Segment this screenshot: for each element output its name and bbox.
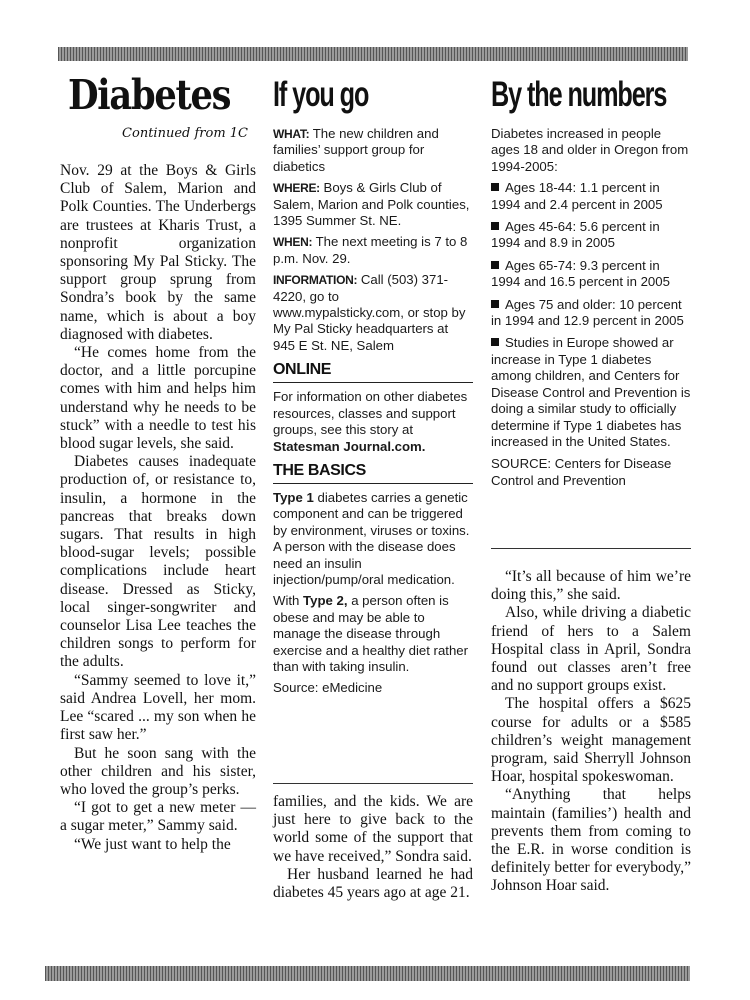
- basics-section: [273, 490, 473, 697]
- article-paragraph: families, and the kids. We are just here to give back to the world some of the support that we have received,” Sondra said.: [273, 793, 473, 865]
- type2-paragraph: [273, 593, 473, 675]
- online-heading: ONLINE: [273, 359, 473, 383]
- when-item: [273, 234, 473, 267]
- continued-from-line: Continued from 1C: [122, 126, 248, 141]
- article-body-col1: [60, 162, 256, 854]
- information-label: INFORMATION:: [273, 273, 358, 288]
- basics-source: Source: eMedicine: [273, 680, 383, 696]
- stats-list-item: [491, 180, 691, 213]
- bottom-rule-bar: [45, 966, 690, 981]
- article-paragraph: But he soon sang with the other children and his sister, who loved the group’s perks.: [60, 744, 256, 798]
- article-paragraph: “We just want to help the: [74, 835, 231, 853]
- online-text: For information on other diabetes resources, classes and support groups, see this story at: [273, 389, 468, 438]
- what-item: [273, 126, 473, 175]
- stats-list-item: [491, 335, 691, 450]
- stats-list-item: [491, 297, 691, 330]
- online-site-link[interactable]: Statesman Journal.com.: [273, 438, 426, 454]
- article-body-col2: [273, 793, 473, 902]
- stats-item-text: Studies in Europe showed ar increase in Type 1 diabetes among children, and Centers for Disease Control and Prevention is doing a similar study to officially determine if Type 1 diabetes has increased in the United States.: [491, 335, 691, 449]
- square-bullet-icon: [491, 222, 499, 230]
- stats-item-text: Ages 18-44: 1.1 percent in 1994 and 2.4 percent in 2005: [491, 180, 663, 212]
- stats-list-item: [491, 219, 691, 252]
- event-details: [273, 126, 473, 354]
- information-item: [273, 272, 473, 354]
- top-rule-bar: [58, 47, 688, 61]
- article-paragraph: Also, while driving a diabetic friend of hers to a Salem Hospital class in April, Sondra found out classes aren’t free and no support groups exist.: [491, 604, 691, 695]
- information-text: Call (503) 371-4220, go to www.mypalsticky.com, or stop by My Pal Sticky headquarters at 945 E St. NE, Salem: [273, 272, 466, 353]
- type1-paragraph: [273, 490, 473, 588]
- what-label: WHAT:: [273, 127, 310, 141]
- article-paragraph: “I got to get a new meter — a sugar meter,” Sammy said.: [60, 799, 256, 835]
- article-paragraph: Nov. 29 at the Boys & Girls Club of Salem, Marion and Polk Counties. The Underbergs are trustees at Kharis Trust, a nonprofit organization sponsoring My Pal Sticky. The support group sprung from Sondra’s book by the same name, which is about a boy diagnosed with diabetes.: [60, 162, 256, 343]
- if-you-go-box: [273, 70, 473, 702]
- article-paragraph: “It’s all because of him we’re doing this,” she said.: [491, 568, 691, 604]
- stats-item-text: Ages 75 and older: 10 percent in 1994 and 12.9 percent in 2005: [491, 296, 684, 329]
- stats-list-item: [491, 258, 691, 291]
- article-paragraph: Diabetes causes inadequate production of, or resistance to, insulin, a hormone in the pancreas that breaks down sugars. That results in high blood-sugar levels; possible complications include heart disease. Dressed as Sticky, local singer-songwriter and counselor Lisa Lee teaches the children songs to perform for the adults.: [60, 453, 256, 671]
- type2-label: Type 2,: [303, 593, 348, 609]
- where-text: Boys & Girls Club of Salem, Marion and Polk counties, 1395 Summer St. NE.: [273, 180, 470, 229]
- stats-source: SOURCE: Centers for Disease Control and Prevention: [491, 456, 672, 488]
- square-bullet-icon: [491, 183, 499, 191]
- type1-text: diabetes carries a genetic component and can be triggered by environment, viruses or toxins. A person with the disease does need an insulin injection/pump/oral medication.: [273, 489, 470, 587]
- stats-list: [491, 180, 691, 450]
- type2-text: a person often is obese and may be able to manage the disease through exercise and a healthy diet rather than with taking insulin.: [273, 593, 468, 674]
- by-the-numbers-heading: By the numbers: [491, 75, 667, 114]
- by-the-numbers-bottom-rule: [491, 548, 691, 549]
- online-section: [273, 389, 473, 455]
- article-paragraph: “Anything that helps maintain (families’) health and prevents them from coming to the E.R. in worse condition is definitely better for everybody,” Johnson Hoar said.: [491, 786, 691, 895]
- type1-label: Type 1: [273, 489, 314, 505]
- what-text: The new children and families’ support group for diabetics: [273, 126, 439, 174]
- square-bullet-icon: [491, 261, 499, 269]
- if-you-go-bottom-rule: [273, 783, 473, 784]
- article-headline: Diabetes: [68, 71, 231, 119]
- when-label: WHEN:: [273, 235, 313, 250]
- stats-item-text: Ages 65-74: 9.3 percent in 1994 and 16.5 percent in 2005: [491, 257, 670, 290]
- article-paragraph: The hospital offers a $625 course for adults or a $585 children’s weight management program, said Sherryll Johnson Hoar, hospital spokeswoman.: [491, 695, 691, 786]
- article-body-col3: [491, 568, 691, 896]
- when-text: The next meeting is 7 to 8 p.m. Nov. 29.: [273, 234, 468, 266]
- stats-section: [491, 126, 691, 489]
- where-item: [273, 180, 473, 229]
- square-bullet-icon: [491, 338, 499, 346]
- article-paragraph: “Sammy seemed to love it,” said Andrea Lovell, her mom. Lee “scared ... my son when he first saw her.”: [60, 671, 256, 744]
- article-paragraph: Her husband learned he had diabetes 45 years ago at age 21.: [273, 865, 473, 902]
- if-you-go-heading: If you go: [273, 75, 369, 114]
- stats-intro: Diabetes increased in people ages 18 and older in Oregon from 1994-2005:: [491, 126, 689, 174]
- online-paragraph: [273, 389, 473, 455]
- by-the-numbers-box: [491, 70, 691, 494]
- article-column-1: [60, 70, 256, 854]
- article-paragraph: “He comes home from the doctor, and a little porcupine comes with him and helps him understand why he needs to be stuck” with a needle to test his blood sugar levels, she said.: [60, 344, 256, 453]
- basics-heading: THE BASICS: [273, 460, 473, 484]
- type2-prefix: With: [273, 593, 300, 609]
- where-label: WHERE:: [273, 181, 320, 196]
- square-bullet-icon: [491, 300, 499, 308]
- stats-item-text: Ages 45-64: 5.6 percent in 1994 and 8.9 in 2005: [491, 219, 660, 251]
